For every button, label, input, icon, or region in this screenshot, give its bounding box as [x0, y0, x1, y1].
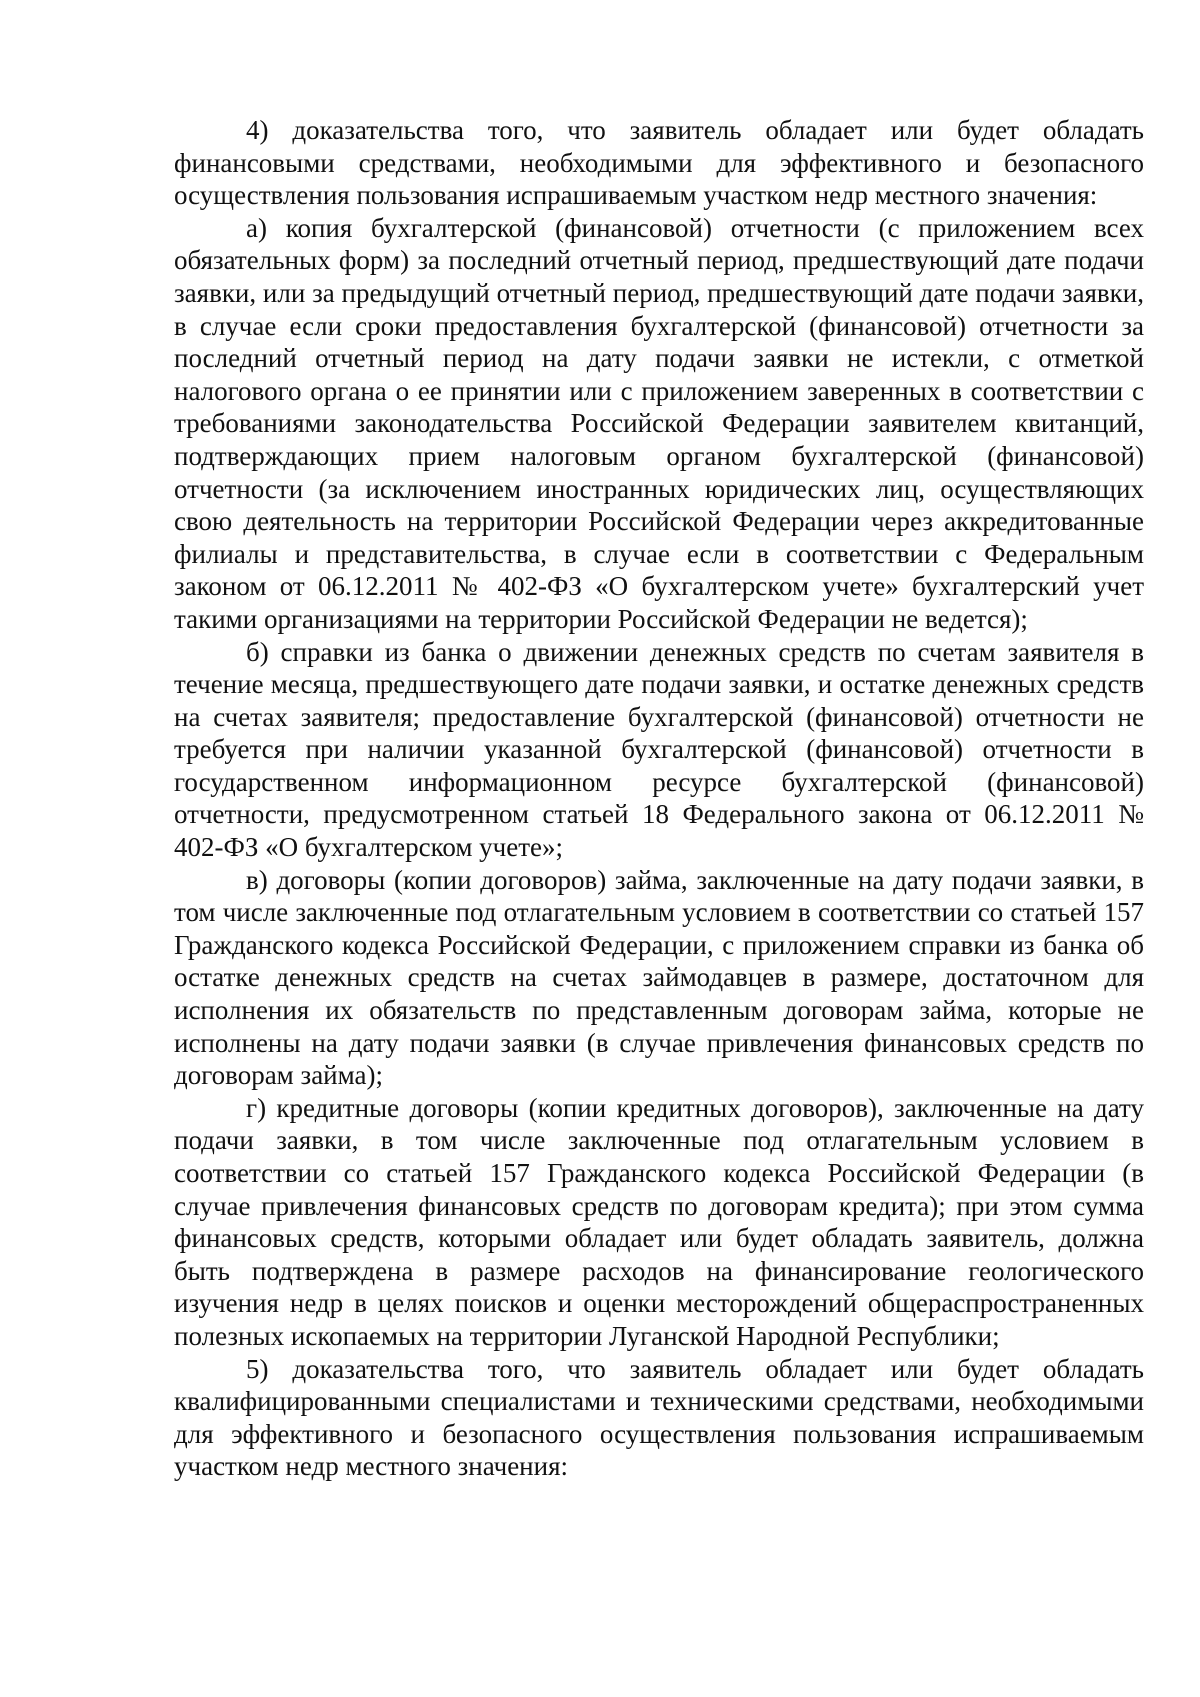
paragraph-item-4: 4) доказательства того, что заявитель обладает или будет обладать финансовыми средствами, необходимыми для эффективного и безопасного осуществления пользования испрашиваемым участком недр местного значения: [174, 115, 1144, 211]
paragraph-subitem-a: а) копия бухгалтерской (финансовой) отчетности (с приложением всех обязательных форм) за последний отчетный период, предшествующий дате подачи заявки, или за предыдущий отчетный период, предшествующий дате подачи заявки, в случае если сроки предоставления бухгалтерской (финансовой) отчетности за последний отчетный период на дату подачи заявки не истекли, с отметкой налогового органа о ее принятии или с приложением заверенных в соответствии с требованиями законодательства Российской Федерации заявителем квитанций, подтверждающих прием налоговым органом бухгалтерской (финансовой) отчетности (за исключением иностранных юридических лиц, осуществляющих свою деятельность на территории Российской Федерации через аккредитованные филиалы и представительства, в случае если в соответствии с Федеральным законом от 06.12.2011 № 402-ФЗ «О бухгалтерском учете» бухгалтерский учет такими организациями на территории Российской Федерации не ведется); [174, 212, 1144, 634]
paragraph-item-5: 5) доказательства того, что заявитель обладает или будет обладать квалифицированными специалистами и техническими средствами, необходимыми для эффективного и безопасного осуществления пользования испрашиваемым участком недр местного значения: [174, 1353, 1144, 1482]
paragraph-subitem-v: в) договоры (копии договоров) займа, заключенные на дату подачи заявки, в том числе заключенные под отлагательным условием в соответствии со статьей 157 Гражданского кодекса Российской Федерации, с приложением справки из банка об остатке денежных средств на счетах займодавцев в размере, достаточном для исполнения их обязательств по представленным договорам займа, которые не исполнены на дату подачи заявки (в случае привлечения финансовых средств по договорам займа); [174, 864, 1144, 1091]
paragraph-subitem-g: г) кредитные договоры (копии кредитных договоров), заключенные на дату подачи заявки, в том числе заключенные под отлагательным условием в соответствии со статьей 157 Гражданского кодекса Российской Федерации (в случае привлечения финансовых средств по договорам кредита); при этом сумма финансовых средств, которыми обладает или будет обладать заявитель, должна быть подтверждена в размере расходов на финансирование геологического изучения недр в целях поисков и оценки месторождений общераспространенных полезных ископаемых на территории Луганской Народной Республики; [174, 1092, 1144, 1351]
paragraph-subitem-b: б) справки из банка о движении денежных средств по счетам заявителя в течение месяца, предшествующего дате подачи заявки, и остатке денежных средств на счетах заявителя; предоставление бухгалтерской (финансовой) отчетности не требуется при наличии указанной бухгалтерской (финансовой) отчетности в государственном информационном ресурсе бухгалтерской (финансовой) отчетности, предусмотренном статьей 18 Федерального закона от 06.12.2011 № 402-ФЗ «О бухгалтерском учете»; [174, 636, 1144, 863]
document-body [174, 114, 1144, 1483]
